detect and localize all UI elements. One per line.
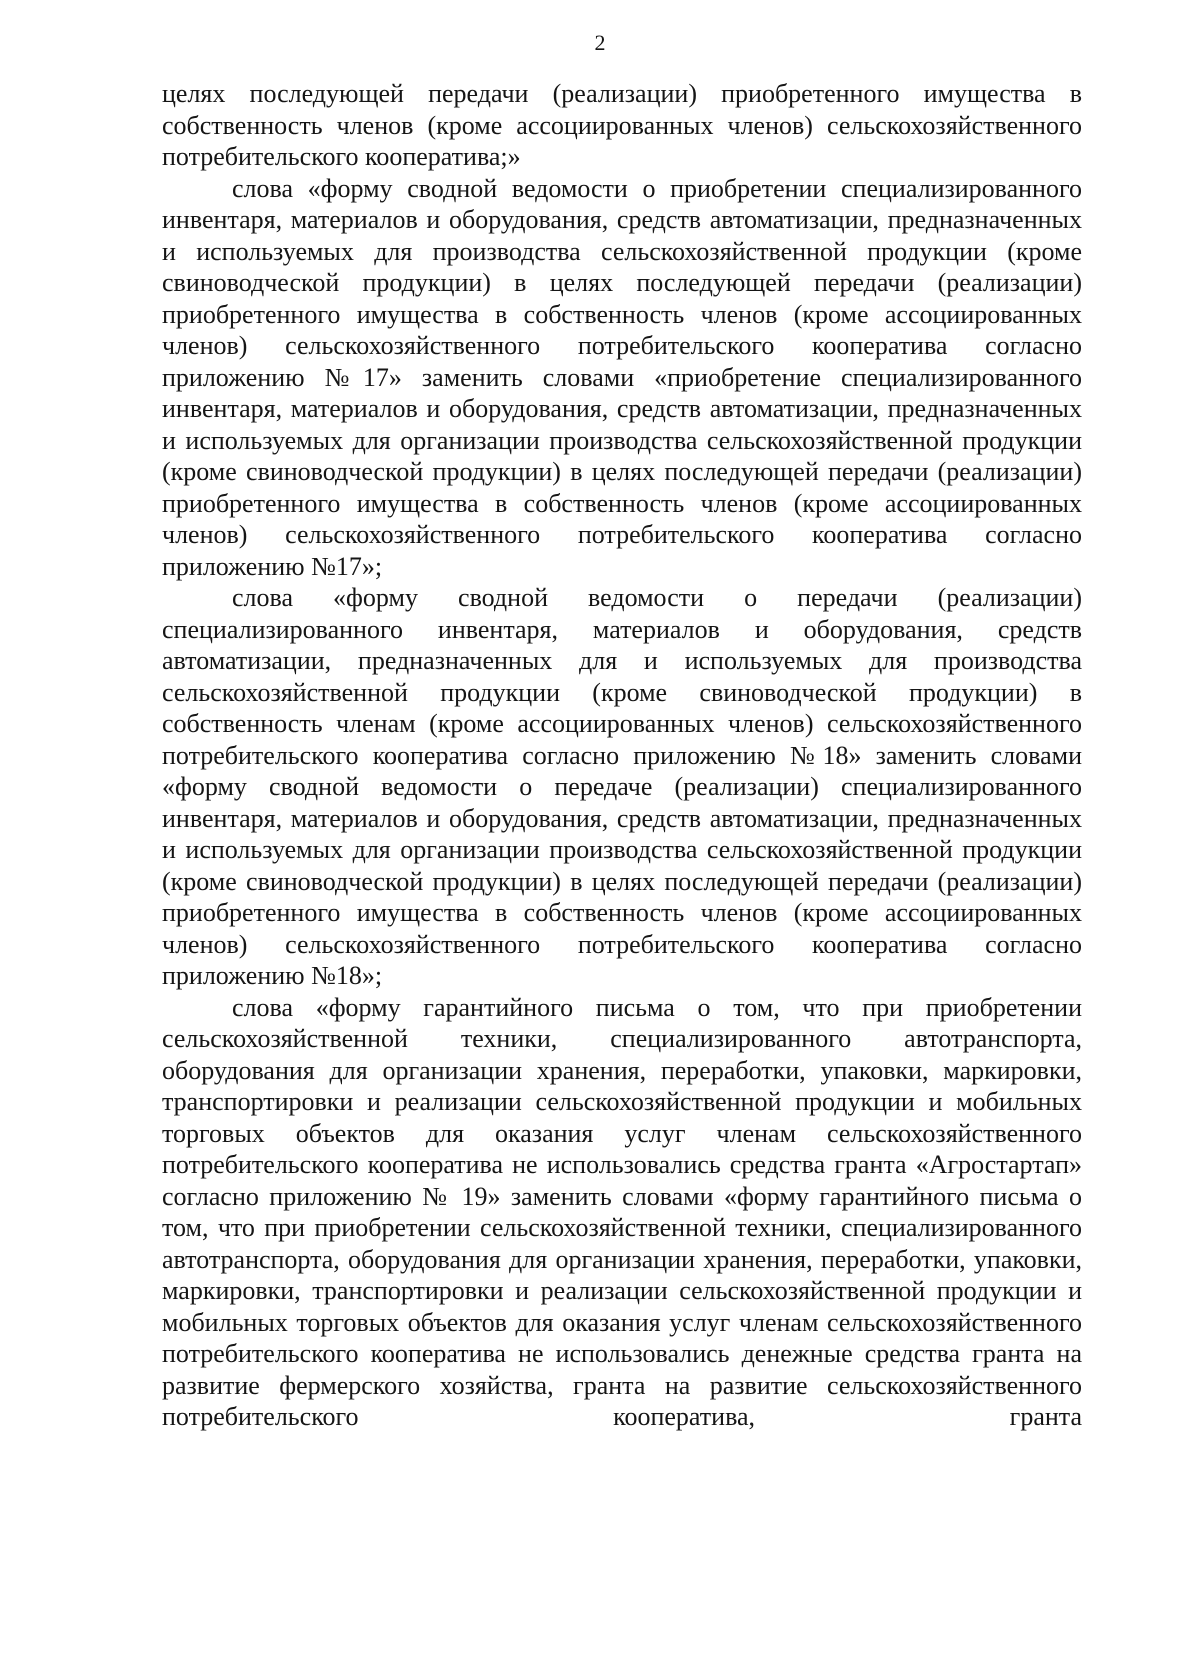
paragraph-amendment-17: слова «форму сводной ведомости о приобретении специализированного инвентаря, материалов и оборудования, средств автоматизации, предназначенных и используемых для производства сельскохозяйственной продукции (кроме свиноводческой продукции) в целях последующей передачи (реализации) приобретенного имущества в собственность членов (кроме ассоциированных членов) сельскохозяйственного потребительского кооператива согласно приложению №17» заменить словами «приобретение специализированного инвентаря, материалов и оборудования, средств автоматизации, предназначенных и используемых для организации производства сельскохозяйственной продукции (кроме свиноводческой продукции) в целях последующей передачи (реализации) приобретенного имущества в собственность членов (кроме ассоциированных членов) сельскохозяйственного потребительского кооператива согласно приложению №17»; — [162, 173, 1082, 581]
paragraph-amendment-19: слова «форму гарантийного письма о том, что при приобретении сельскохозяйственной техники, специализированного автотранспорта, оборудования для организации хранения, переработки, упаковки, маркировки, транспортировки и реализации сельскохозяйственной продукции и мобильных торговых объектов для оказания услуг членам сельскохозяйственного потребительского кооператива не использовались средства гранта «Агростартап» согласно приложению № 19» заменить словами «форму гарантийного письма о том, что при приобретении сельскохозяйственной техники, специализированного автотранспорта, оборудования для организации хранения, переработки, упаковки, маркировки, транспортировки и реализации сельскохозяйственной продукции и мобильных торговых объектов для оказания услуг членам сельскохозяйственного потребительского кооператива не использовались денежные средства гранта на развитие фермерского хозяйства, гранта на развитие сельскохозяйственного потребительского кооператива, гранта — [162, 992, 1082, 1431]
paragraph-amendment-18: слова «форму сводной ведомости о передачи (реализации) специализированного инвентаря, материалов и оборудования, средств автоматизации, предназначенных для и используемых для производства сельскохозяйственной продукции (кроме свиноводческой продукции) в собственность членам (кроме ассоциированных членов) сельскохозяйственного потребительского кооператива согласно приложению №18» заменить словами «форму сводной ведомости о передаче (реализации) специализированного инвентаря, материалов и оборудования, средств автоматизации, предназначенных и используемых для организации производства сельскохозяйственной продукции (кроме свиноводческой продукции) в целях последующей передачи (реализации) приобретенного имущества в собственность членов (кроме ассоциированных членов) сельскохозяйственного потребительского кооператива согласно приложению №18»; — [162, 583, 1082, 990]
page-number: 2 — [594, 30, 606, 55]
paragraph-continuation: целях последующей передачи (реализации) приобретенного имущества в собственность членов (кроме ассоциированных членов) сельскохозяйственного потребительского кооператива;» — [162, 79, 1082, 171]
document-body — [162, 78, 1082, 1433]
